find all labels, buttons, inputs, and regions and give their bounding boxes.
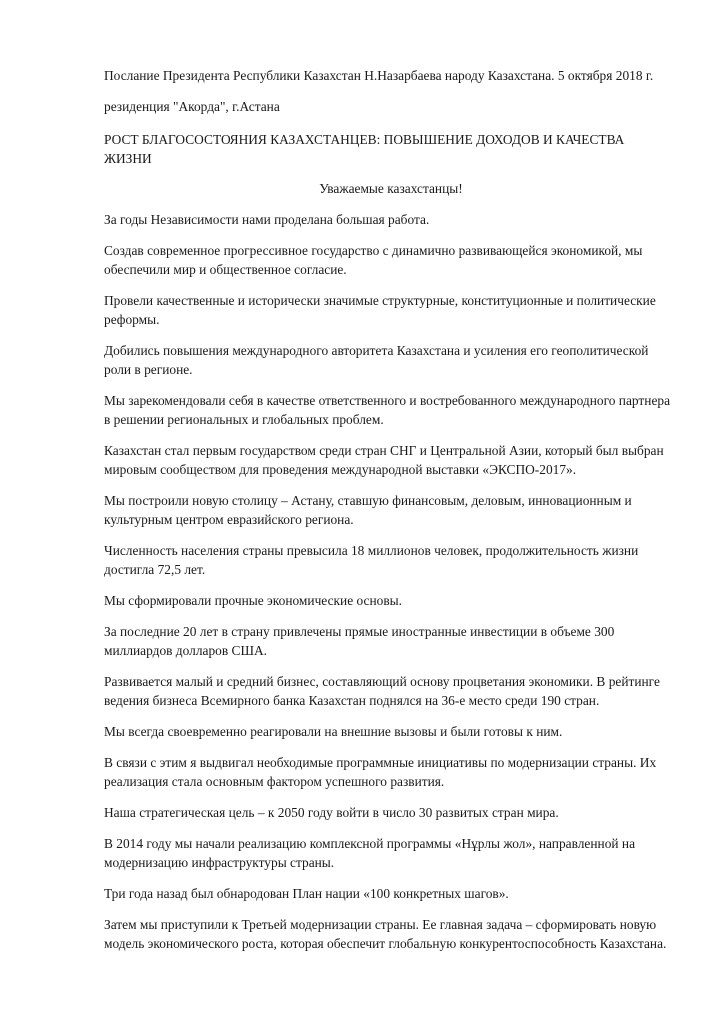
- paragraph-line: В 2014 году мы начали реализацию комплексной программы «Нұрлы жол», направленной на: [104, 836, 636, 851]
- paragraph-list: [104, 210, 678, 953]
- paragraph-line: Затем мы приступили к Третьей модернизации страны. Ее главная задача – сформировать новую: [104, 917, 657, 932]
- paragraph-line: Развивается малый и средний бизнес, составляющий основу процветания экономики. В рейтинге: [104, 674, 660, 689]
- paragraph: [104, 491, 678, 529]
- paragraph: [104, 291, 678, 329]
- paragraph-line: За годы Независимости нами проделана большая работа.: [104, 212, 430, 227]
- document-header-line-1: Послание Президента Республики Казахстан Н.Назарбаева народу Казахстана. 5 октября 2018 г.: [104, 68, 654, 83]
- paragraph-line: Добились повышения международного авторитета Казахстана и усиления его геополитической: [104, 343, 649, 358]
- paragraph: [104, 622, 678, 660]
- paragraph-line: модель экономического роста, которая обеспечит глобальную конкурентоспособность Казахстана.: [104, 936, 667, 951]
- paragraph: [104, 803, 678, 822]
- document-title-line-1: РОСТ БЛАГОСОСТОЯНИЯ КАЗАХСТАНЦЕВ: ПОВЫШЕНИЕ ДОХОДОВ И КАЧЕСТВА: [104, 132, 625, 147]
- paragraph: [104, 722, 678, 741]
- paragraph-line: Мы сформировали прочные экономические основы.: [104, 593, 402, 608]
- paragraph-line: в решении региональных и глобальных проблем.: [104, 412, 384, 427]
- paragraph: [104, 210, 678, 229]
- paragraph-line: Наша стратегическая цель – к 2050 году войти в число 30 развитых стран мира.: [104, 805, 559, 820]
- paragraph-line: Провели качественные и исторически значимые структурные, конституционные и политические: [104, 293, 656, 308]
- paragraph: [104, 834, 678, 872]
- paragraph: [104, 672, 678, 710]
- paragraph-line: За последние 20 лет в страну привлечены прямые иностранные инвестиции в объеме 300: [104, 624, 615, 639]
- paragraph-line: Численность населения страны превысила 18 миллионов человек, продолжительность жизни: [104, 543, 639, 558]
- paragraph-line: ведения бизнеса Всемирного банка Казахстан поднялся на 36-е место среди 190 стран.: [104, 693, 600, 708]
- paragraph-line: миллиардов долларов США.: [104, 643, 267, 658]
- paragraph-line: Мы всегда своевременно реагировали на внешние вызовы и были готовы к ним.: [104, 724, 563, 739]
- paragraph-line: В связи с этим я выдвигал необходимые программные инициативы по модернизации страны. Их: [104, 755, 657, 770]
- paragraph-line: Мы построили новую столицу – Астану, ставшую финансовым, деловым, инновационным и: [104, 493, 632, 508]
- paragraph: [104, 241, 678, 279]
- paragraph-line: Мы зарекомендовали себя в качестве ответственного и востребованного международного партнера: [104, 393, 671, 408]
- paragraph-line: Создав современное прогрессивное государство с динамично развивающейся экономикой, мы: [104, 243, 643, 258]
- paragraph-line: модернизацию инфраструктуры страны.: [104, 855, 335, 870]
- paragraph: [104, 541, 678, 579]
- paragraph-line: Три года назад был обнародован План нации «100 конкретных шагов».: [104, 886, 509, 901]
- paragraph-line: достигла 72,5 лет.: [104, 562, 206, 577]
- document-title-line-2: ЖИЗНИ: [104, 151, 152, 166]
- paragraph: [104, 591, 678, 610]
- paragraph: [104, 441, 678, 479]
- document-title: [104, 130, 678, 168]
- paragraph: [104, 341, 678, 379]
- paragraph-line: роли в регионе.: [104, 362, 193, 377]
- paragraph-line: культурным центром евразийского региона.: [104, 512, 354, 527]
- paragraph: [104, 391, 678, 429]
- paragraph-line: реформы.: [104, 312, 160, 327]
- paragraph-line: мировым сообществом для проведения международной выставки «ЭКСПО-2017».: [104, 462, 577, 477]
- paragraph-line: реализация стала основным фактором успешного развития.: [104, 774, 445, 789]
- paragraph: [104, 915, 678, 953]
- document-header-line-2: резиденция "Акорда", г.Астана: [104, 99, 280, 114]
- paragraph-line: обеспечили мир и общественное согласие.: [104, 262, 347, 277]
- paragraph-line: Казахстан стал первым государством среди стран СНГ и Центральной Азии, который был выбран: [104, 443, 664, 458]
- paragraph: [104, 884, 678, 903]
- salutation: Уважаемые казахстанцы!: [319, 181, 463, 196]
- paragraph: [104, 753, 678, 791]
